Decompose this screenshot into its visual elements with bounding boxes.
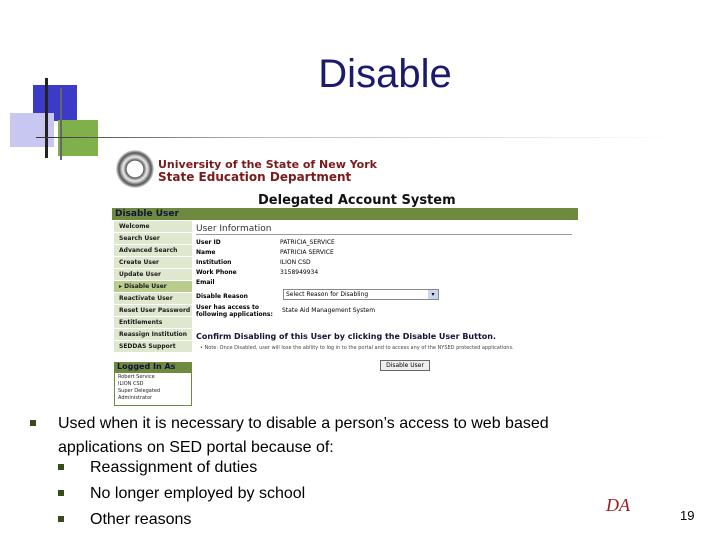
decor-line-horizontal — [36, 137, 676, 138]
field-row — [196, 238, 576, 248]
sub-bullet-text: No longer employed by school — [90, 485, 306, 502]
disable-reason-select[interactable] — [283, 289, 439, 300]
bullet-main-line: Used when it is necessary to disable a person’s access to web based — [58, 415, 549, 432]
bullet-square-icon — [58, 490, 64, 496]
field-label: Work Phone — [196, 269, 237, 276]
slide-title: Disable — [318, 52, 452, 96]
logged-in-box — [114, 372, 192, 406]
field-value: ILION CSD — [280, 259, 311, 266]
disable-reason-label: Disable Reason — [196, 293, 248, 300]
bullet-square-icon — [58, 516, 64, 522]
department-name: State Education Department — [158, 170, 352, 184]
user-info-heading: User Information — [196, 224, 572, 235]
sidebar-item-create-user[interactable]: Create User — [114, 257, 192, 269]
field-label: Email — [196, 279, 215, 286]
decor-square-green — [58, 120, 98, 156]
note-text: • Note: Once Disabled, user will lose the ability to log in to the portal and to access any of the NYSED protected applications. — [200, 345, 514, 351]
sidebar-item-disable-user[interactable]: ▸ Disable User — [114, 281, 192, 293]
disable-reason-value: Select Reason for Disabling — [286, 291, 369, 298]
access-value: State Aid Management System — [282, 307, 376, 314]
app-screenshot — [112, 146, 578, 408]
sidebar-item-welcome[interactable]: Welcome — [114, 221, 192, 233]
sidebar-item-reset-password[interactable]: Reset User Password — [114, 305, 192, 317]
bullet-main-text — [58, 412, 618, 460]
disable-user-button[interactable]: Disable User — [380, 360, 430, 371]
confirm-text: Confirm Disabling of this User by clicking the Disable User Button. — [196, 332, 497, 341]
bullet-square-icon — [58, 464, 64, 470]
sidebar-item-advanced-search[interactable]: Advanced Search — [114, 245, 192, 257]
logged-in-line: Super Delegated — [118, 388, 161, 394]
field-label: Institution — [196, 259, 232, 266]
access-label — [196, 304, 273, 318]
section-bar — [112, 208, 578, 220]
field-label: User ID — [196, 239, 221, 246]
access-label-line: following applications: — [196, 311, 273, 318]
logged-in-line: ILION CSD — [118, 381, 144, 387]
page-number: 19 — [680, 508, 695, 523]
university-name: University of the State of New York — [158, 158, 377, 171]
sidebar-item-reactivate-user[interactable]: Reactivate User — [114, 293, 192, 305]
field-value: PATRICIA_SERVICE — [280, 239, 335, 246]
section-bar-title: Disable User — [115, 209, 179, 219]
sidebar-item-entitlements[interactable]: Entitlements — [114, 317, 192, 329]
decor-line-vertical — [45, 78, 48, 158]
sidebar-item-search-user[interactable]: Search User — [114, 233, 192, 245]
bullet-main-line: applications on SED portal because of: — [58, 439, 334, 456]
access-label-line: User has access to — [196, 304, 259, 311]
field-row — [196, 258, 576, 268]
sidebar-item-update-user[interactable]: Update User — [114, 269, 192, 281]
field-row — [196, 268, 576, 278]
sidebar-item-seddas-support[interactable]: SEDDAS Support — [114, 341, 192, 353]
sidebar-item-reassign-institution[interactable]: Reassign Institution — [114, 329, 192, 341]
decor-line-vertical-2 — [60, 88, 62, 160]
field-label: Name — [196, 249, 216, 256]
field-row — [196, 248, 576, 258]
bullet-square-icon — [30, 420, 36, 426]
sub-bullet-text: Other reasons — [90, 511, 192, 528]
nys-seal-icon — [116, 150, 154, 188]
sub-bullet-text: Reassignment of duties — [90, 459, 258, 476]
logged-in-heading: Logged In As — [114, 362, 192, 372]
chevron-down-icon[interactable]: ▾ — [428, 290, 438, 299]
logged-in-line: Administrator — [118, 395, 153, 401]
author-initials: DA — [606, 495, 630, 515]
field-row — [196, 278, 576, 288]
field-value: PATRICIA SERVICE — [280, 249, 334, 256]
sidebar-nav — [114, 221, 192, 353]
field-value: 3158949934 — [280, 269, 319, 276]
logged-in-line: Robert Service — [118, 374, 155, 380]
system-title: Delegated Account System — [258, 193, 456, 208]
